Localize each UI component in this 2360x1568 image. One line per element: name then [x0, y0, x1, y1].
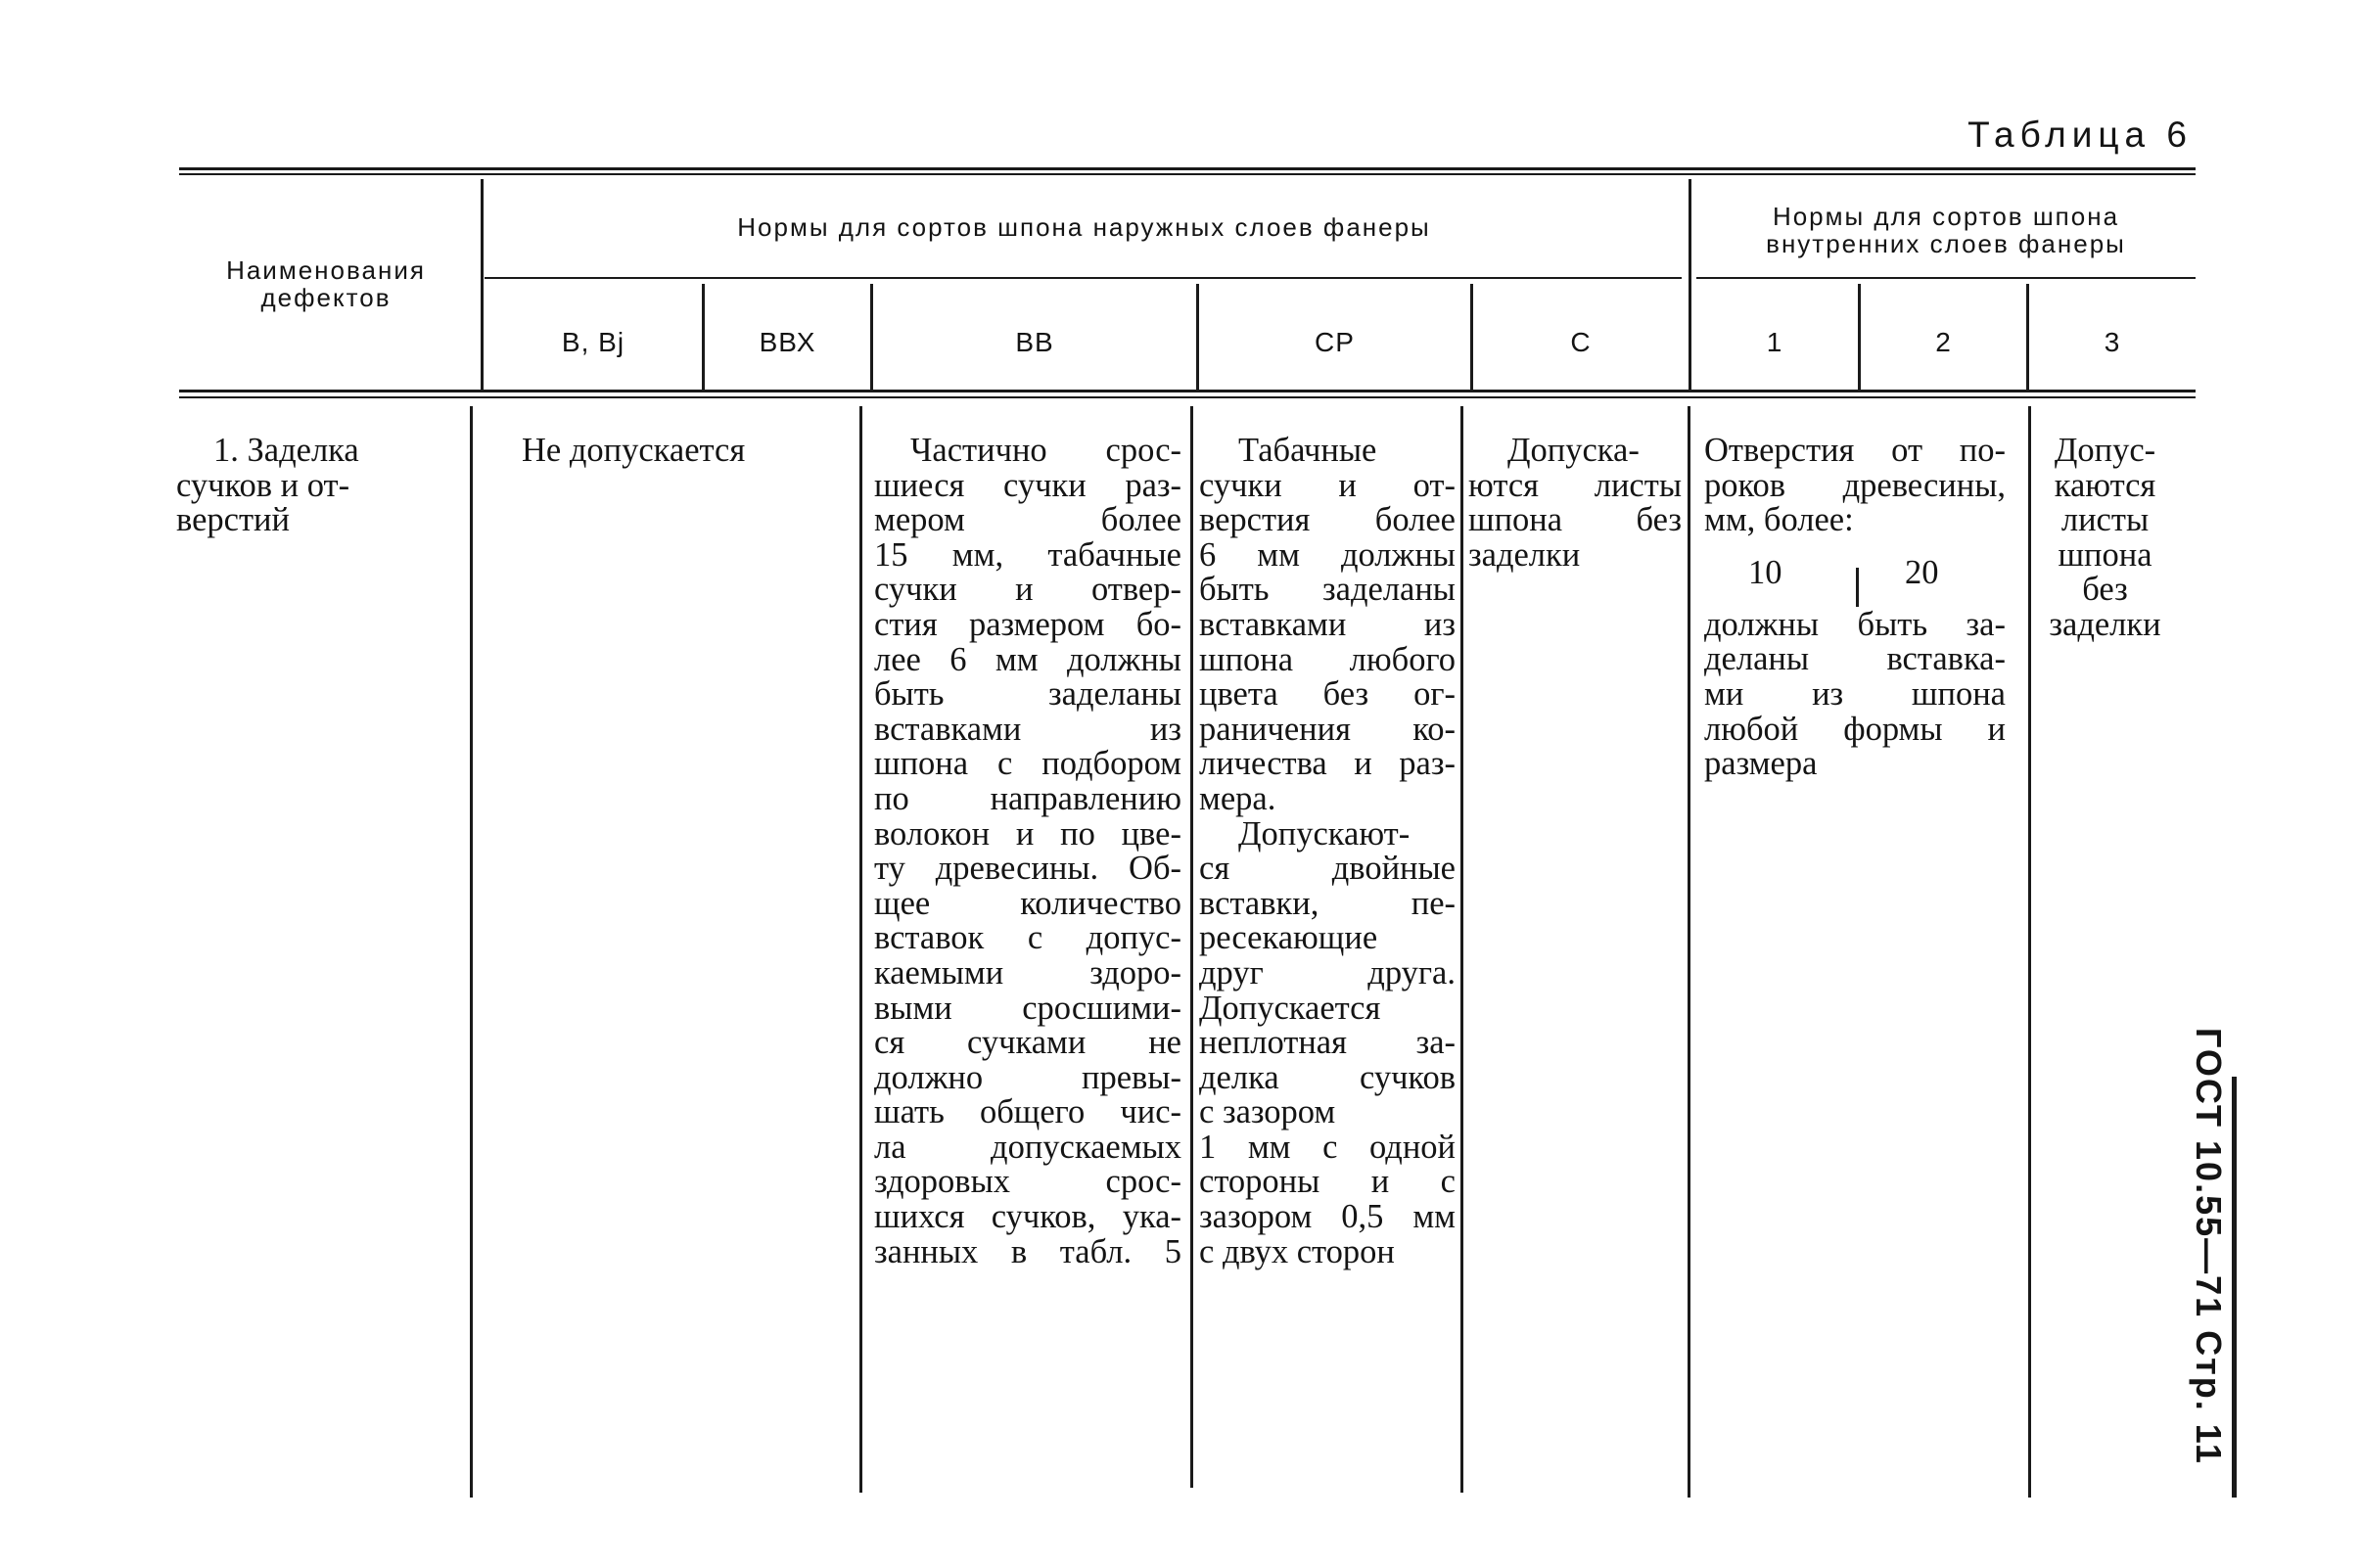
group-divider-outer [485, 277, 1682, 279]
header-defect-names: Наименования дефектов [226, 255, 426, 312]
row1-bb-text: Частично срос- шиеся сучки раз- мером более 15 мм, табачные сучки и отвер- стия размером бо- лее 6 мм должны быть заделаны вставками из шпона с подбором по направлению волокон и по цве- ту древесины. Об- щее количество вставок с допус- каемыми здоро- выми сросшими- ся сучками не должно превы- шать общего чис- ла допускаемых здоровых срос- шихся сучков, ука- занных в табл. 5 [874, 432, 1181, 1270]
header-bottom-rule-2 [179, 396, 2196, 398]
column-header-bbx: ВВХ [759, 327, 816, 357]
column-header-c: С [1570, 327, 1592, 357]
row1-c-text: Допуска- ются листы шпона без заделки [1468, 432, 1682, 574]
header-bottom-rule [179, 390, 2196, 392]
body-col-divider [1460, 406, 1463, 1493]
group-divider-inner [1696, 277, 2196, 279]
column-header-bb: ВВ [1015, 327, 1054, 357]
table-caption: Таблица 6 [1967, 115, 2193, 155]
body-col-divider [1190, 406, 1193, 1488]
header-outer-group: Нормы для сортов шпона наружных слоев фанеры [737, 212, 1431, 242]
row1-inner-1-2-text: Отверстия от по- роков древесины, мм, более: 10 20 должны быть за- деланы вставка- ми из шпона любой формы и размера [1704, 432, 2006, 783]
body-col-divider [1688, 406, 1690, 1498]
column-header-3: 3 [2104, 327, 2121, 357]
page-running-header: ГОСТ 10.55—71 Стр. 11 [2189, 1028, 2229, 1465]
body-col-divider [2028, 406, 2031, 1498]
body-col-divider [859, 406, 862, 1493]
inner-size-2: 20 [1905, 553, 1939, 591]
table-top-rule [179, 167, 2196, 170]
table-top-rule-2 [179, 173, 2196, 175]
margin-rule [2232, 1077, 2237, 1498]
body-col-divider [470, 406, 473, 1498]
inner-size-1: 10 [1748, 553, 1782, 591]
header-inner-group: Нормы для сортов шпона внутренних слоев фанеры [1766, 202, 2126, 258]
row1-b-bbx-value: Не допускается [522, 432, 746, 469]
header-col-divider [481, 179, 484, 390]
row1-defect-name: 1. Заделка сучков и от- верстий [176, 432, 359, 539]
inner-sizes-row [1704, 538, 2006, 608]
column-header-2: 2 [1935, 327, 1952, 357]
column-header-1: 1 [1766, 327, 1783, 357]
column-header-b: В, Вј [561, 327, 625, 357]
row1-inner-3-text: Допус- каются листы шпона без заделки [2049, 432, 2161, 643]
column-header-cp: СР [1315, 327, 1355, 357]
row1-cp-text: Табачные сучки и от- верстия более 6 мм должны быть заделаны вставками из шпона любого цвета без ог- раничения ко- личества и раз- мера. Допускают- ся двойные вставки, пе- ресекающие друг друга. Допускается неплотная за- делка сучков с зазором 1 мм с одной стороны и с зазором 0,5 мм с двух сторон [1199, 432, 1456, 1270]
